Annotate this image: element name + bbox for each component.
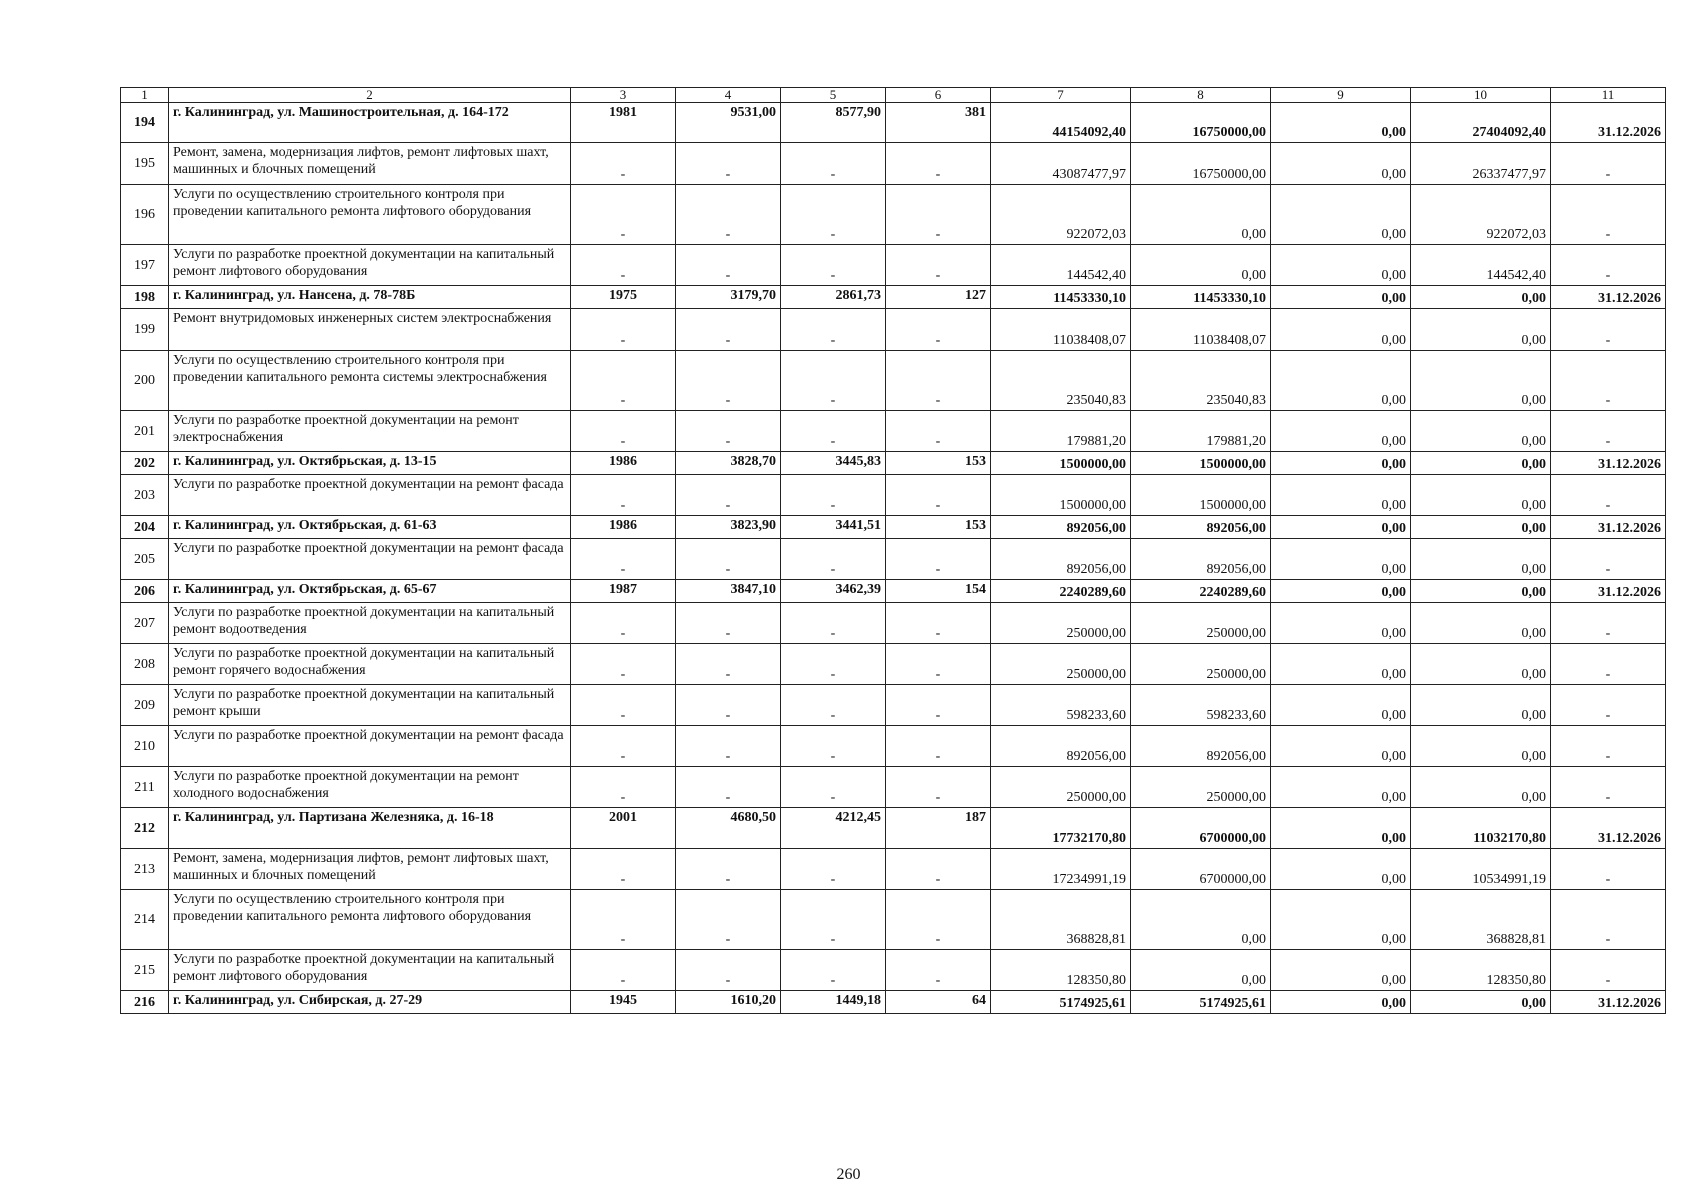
total-cost-value: 368828,81 (991, 890, 1131, 950)
fund-cost-value: 16750000,00 (1131, 143, 1271, 185)
owner-cost-value: 0,00 (1411, 351, 1551, 411)
year-value: 1981 (571, 103, 676, 143)
residents-count: 154 (886, 580, 991, 603)
completion-date: - (1551, 644, 1666, 685)
row-name: г. Калининград, ул. Сибирская, д. 27-29 (169, 991, 571, 1014)
residents-count: 153 (886, 452, 991, 475)
owner-cost-value: 0,00 (1411, 309, 1551, 351)
fund-cost-value: 0,00 (1131, 185, 1271, 245)
area-total-value: - (676, 411, 781, 452)
budget-cost-value: 0,00 (1271, 580, 1411, 603)
area-living-value: - (781, 767, 886, 808)
row-number: 215 (121, 950, 169, 991)
completion-date: - (1551, 603, 1666, 644)
owner-cost-value: 0,00 (1411, 726, 1551, 767)
residents-count: - (886, 950, 991, 991)
area-living-value: - (781, 245, 886, 286)
row-number: 203 (121, 475, 169, 516)
work-row (121, 475, 1666, 516)
residents-count: - (886, 411, 991, 452)
row-name: Услуги по разработке проектной документации на ремонт холодного водоснабжения (169, 767, 571, 808)
column-number-header: 11 (1551, 88, 1666, 103)
row-number: 213 (121, 849, 169, 890)
total-cost-value: 2240289,60 (991, 580, 1131, 603)
row-name: Услуги по разработке проектной документации на ремонт электроснабжения (169, 411, 571, 452)
fund-cost-value: 5174925,61 (1131, 991, 1271, 1014)
work-row (121, 603, 1666, 644)
address-row (121, 580, 1666, 603)
row-number: 204 (121, 516, 169, 539)
budget-cost-value: 0,00 (1271, 452, 1411, 475)
row-name: Услуги по разработке проектной документации на ремонт фасада (169, 539, 571, 580)
work-row (121, 849, 1666, 890)
owner-cost-value: 0,00 (1411, 475, 1551, 516)
owner-cost-value: 0,00 (1411, 603, 1551, 644)
fund-cost-value: 250000,00 (1131, 644, 1271, 685)
year-value: - (571, 411, 676, 452)
total-cost-value: 43087477,97 (991, 143, 1131, 185)
work-row (121, 351, 1666, 411)
owner-cost-value: 0,00 (1411, 644, 1551, 685)
total-cost-value: 892056,00 (991, 726, 1131, 767)
work-row (121, 185, 1666, 245)
row-number: 196 (121, 185, 169, 245)
completion-date: - (1551, 890, 1666, 950)
area-total-value: - (676, 767, 781, 808)
total-cost-value: 1500000,00 (991, 475, 1131, 516)
fund-cost-value: 2240289,60 (1131, 580, 1271, 603)
total-cost-value: 235040,83 (991, 351, 1131, 411)
row-number: 198 (121, 286, 169, 309)
row-number: 205 (121, 539, 169, 580)
fund-cost-value: 11038408,07 (1131, 309, 1271, 351)
owner-cost-value: 144542,40 (1411, 245, 1551, 286)
completion-date: 31.12.2026 (1551, 452, 1666, 475)
fund-cost-value: 11453330,10 (1131, 286, 1271, 309)
year-value: 1986 (571, 452, 676, 475)
row-number: 197 (121, 245, 169, 286)
area-living-value: - (781, 726, 886, 767)
area-living-value: - (781, 143, 886, 185)
address-row (121, 286, 1666, 309)
column-number-header: 8 (1131, 88, 1271, 103)
fund-cost-value: 892056,00 (1131, 539, 1271, 580)
budget-cost-value: 0,00 (1271, 351, 1411, 411)
area-total-value: - (676, 890, 781, 950)
area-living-value: - (781, 309, 886, 351)
owner-cost-value: 26337477,97 (1411, 143, 1551, 185)
address-row (121, 808, 1666, 849)
completion-date: 31.12.2026 (1551, 516, 1666, 539)
fund-cost-value: 598233,60 (1131, 685, 1271, 726)
work-row (121, 309, 1666, 351)
row-name: Ремонт, замена, модернизация лифтов, ремонт лифтовых шахт, машинных и блочных помещений (169, 849, 571, 890)
page-number: 260 (836, 1166, 861, 1183)
residents-count: - (886, 849, 991, 890)
budget-cost-value: 0,00 (1271, 516, 1411, 539)
row-number: 207 (121, 603, 169, 644)
completion-date: - (1551, 726, 1666, 767)
column-number-header: 10 (1411, 88, 1551, 103)
residents-count: - (886, 185, 991, 245)
area-living-value: 1449,18 (781, 991, 886, 1014)
year-value: - (571, 726, 676, 767)
fund-cost-value: 892056,00 (1131, 516, 1271, 539)
completion-date: 31.12.2026 (1551, 991, 1666, 1014)
residents-count: 381 (886, 103, 991, 143)
fund-cost-value: 250000,00 (1131, 767, 1271, 808)
residents-count: 153 (886, 516, 991, 539)
row-number: 210 (121, 726, 169, 767)
year-value: - (571, 685, 676, 726)
completion-date: 31.12.2026 (1551, 808, 1666, 849)
year-value: - (571, 950, 676, 991)
residents-count: - (886, 143, 991, 185)
year-value: - (571, 143, 676, 185)
work-row (121, 539, 1666, 580)
row-number: 200 (121, 351, 169, 411)
area-total-value: - (676, 185, 781, 245)
owner-cost-value: 11032170,80 (1411, 808, 1551, 849)
budget-cost-value: 0,00 (1271, 603, 1411, 644)
budget-cost-value: 0,00 (1271, 767, 1411, 808)
area-total-value: 3847,10 (676, 580, 781, 603)
residents-count: - (886, 309, 991, 351)
area-total-value: - (676, 309, 781, 351)
owner-cost-value: 0,00 (1411, 580, 1551, 603)
column-number-header-row (121, 88, 1666, 103)
year-value: 1975 (571, 286, 676, 309)
year-value: - (571, 767, 676, 808)
area-living-value: - (781, 603, 886, 644)
year-value: - (571, 644, 676, 685)
total-cost-value: 144542,40 (991, 245, 1131, 286)
area-living-value: 2861,73 (781, 286, 886, 309)
budget-cost-value: 0,00 (1271, 685, 1411, 726)
area-total-value: - (676, 603, 781, 644)
row-number: 194 (121, 103, 169, 143)
document-sheet (120, 87, 1665, 1014)
total-cost-value: 11453330,10 (991, 286, 1131, 309)
work-row (121, 726, 1666, 767)
area-living-value: 8577,90 (781, 103, 886, 143)
residents-count: - (886, 351, 991, 411)
completion-date: - (1551, 849, 1666, 890)
row-name: г. Калининград, ул. Партизана Железняка, д. 16-18 (169, 808, 571, 849)
column-number-header: 6 (886, 88, 991, 103)
column-number-header: 4 (676, 88, 781, 103)
total-cost-value: 1500000,00 (991, 452, 1131, 475)
completion-date: 31.12.2026 (1551, 286, 1666, 309)
completion-date: - (1551, 475, 1666, 516)
row-name: Услуги по разработке проектной документации на капитальный ремонт крыши (169, 685, 571, 726)
address-row (121, 991, 1666, 1014)
work-row (121, 644, 1666, 685)
year-value: - (571, 539, 676, 580)
residents-count: - (886, 685, 991, 726)
row-number: 214 (121, 890, 169, 950)
row-name: Услуги по разработке проектной документации на капитальный ремонт горячего водоснабжения (169, 644, 571, 685)
year-value: 2001 (571, 808, 676, 849)
area-total-value: 9531,00 (676, 103, 781, 143)
residents-count: - (886, 245, 991, 286)
row-number: 199 (121, 309, 169, 351)
address-row (121, 516, 1666, 539)
fund-cost-value: 235040,83 (1131, 351, 1271, 411)
row-number: 195 (121, 143, 169, 185)
fund-cost-value: 6700000,00 (1131, 849, 1271, 890)
area-total-value: - (676, 143, 781, 185)
year-value: - (571, 351, 676, 411)
owner-cost-value: 0,00 (1411, 411, 1551, 452)
owner-cost-value: 0,00 (1411, 539, 1551, 580)
row-number: 202 (121, 452, 169, 475)
residents-count: 127 (886, 286, 991, 309)
completion-date: 31.12.2026 (1551, 103, 1666, 143)
column-number-header: 9 (1271, 88, 1411, 103)
total-cost-value: 250000,00 (991, 603, 1131, 644)
completion-date: - (1551, 767, 1666, 808)
residents-count: 187 (886, 808, 991, 849)
total-cost-value: 17732170,80 (991, 808, 1131, 849)
area-living-value: - (781, 849, 886, 890)
area-total-value: 3179,70 (676, 286, 781, 309)
row-number: 209 (121, 685, 169, 726)
fund-cost-value: 0,00 (1131, 245, 1271, 286)
row-number: 216 (121, 991, 169, 1014)
fund-cost-value: 6700000,00 (1131, 808, 1271, 849)
area-living-value: 3462,39 (781, 580, 886, 603)
fund-cost-value: 0,00 (1131, 890, 1271, 950)
total-cost-value: 179881,20 (991, 411, 1131, 452)
budget-cost-value: 0,00 (1271, 185, 1411, 245)
year-value: - (571, 849, 676, 890)
completion-date: - (1551, 351, 1666, 411)
owner-cost-value: 128350,80 (1411, 950, 1551, 991)
row-name: г. Калининград, ул. Машиностроительная, д. 164-172 (169, 103, 571, 143)
area-total-value: - (676, 245, 781, 286)
row-name: Услуги по осуществлению строительного контроля при проведении капитального ремонта лифтового оборудования (169, 185, 571, 245)
area-total-value: - (676, 726, 781, 767)
year-value: - (571, 309, 676, 351)
owner-cost-value: 0,00 (1411, 452, 1551, 475)
owner-cost-value: 922072,03 (1411, 185, 1551, 245)
row-name: Ремонт внутридомовых инженерных систем электроснабжения (169, 309, 571, 351)
row-name: Услуги по разработке проектной документации на ремонт фасада (169, 726, 571, 767)
work-row (121, 143, 1666, 185)
area-total-value: - (676, 685, 781, 726)
work-row (121, 767, 1666, 808)
column-number-header: 5 (781, 88, 886, 103)
owner-cost-value: 0,00 (1411, 685, 1551, 726)
owner-cost-value: 368828,81 (1411, 890, 1551, 950)
row-name: Ремонт, замена, модернизация лифтов, ремонт лифтовых шахт, машинных и блочных помещений (169, 143, 571, 185)
area-living-value: - (781, 685, 886, 726)
work-row (121, 950, 1666, 991)
year-value: 1986 (571, 516, 676, 539)
budget-cost-value: 0,00 (1271, 849, 1411, 890)
residents-count: - (886, 539, 991, 580)
fund-cost-value: 179881,20 (1131, 411, 1271, 452)
row-name: Услуги по осуществлению строительного контроля при проведении капитального ремонта лифтового оборудования (169, 890, 571, 950)
area-total-value: 3828,70 (676, 452, 781, 475)
row-name: г. Калининград, ул. Октябрьская, д. 13-15 (169, 452, 571, 475)
area-living-value: 3445,83 (781, 452, 886, 475)
owner-cost-value: 0,00 (1411, 516, 1551, 539)
year-value: 1945 (571, 991, 676, 1014)
area-total-value: 3823,90 (676, 516, 781, 539)
owner-cost-value: 0,00 (1411, 767, 1551, 808)
budget-cost-value: 0,00 (1271, 644, 1411, 685)
total-cost-value: 44154092,40 (991, 103, 1131, 143)
residents-count: - (886, 767, 991, 808)
budget-cost-value: 0,00 (1271, 991, 1411, 1014)
work-row (121, 685, 1666, 726)
area-total-value: - (676, 351, 781, 411)
completion-date: - (1551, 539, 1666, 580)
column-number-header: 1 (121, 88, 169, 103)
fund-cost-value: 892056,00 (1131, 726, 1271, 767)
budget-cost-value: 0,00 (1271, 143, 1411, 185)
budget-cost-value: 0,00 (1271, 808, 1411, 849)
area-total-value: 1610,20 (676, 991, 781, 1014)
area-total-value: - (676, 950, 781, 991)
row-name: Услуги по разработке проектной документации на капитальный ремонт лифтового оборудования (169, 950, 571, 991)
fund-cost-value: 16750000,00 (1131, 103, 1271, 143)
total-cost-value: 892056,00 (991, 516, 1131, 539)
residents-count: - (886, 726, 991, 767)
year-value: - (571, 890, 676, 950)
row-number: 211 (121, 767, 169, 808)
total-cost-value: 5174925,61 (991, 991, 1131, 1014)
work-row (121, 890, 1666, 950)
owner-cost-value: 10534991,19 (1411, 849, 1551, 890)
row-number: 212 (121, 808, 169, 849)
area-living-value: 4212,45 (781, 808, 886, 849)
area-living-value: - (781, 411, 886, 452)
total-cost-value: 598233,60 (991, 685, 1131, 726)
fund-cost-value: 1500000,00 (1131, 475, 1271, 516)
row-name: Услуги по осуществлению строительного контроля при проведении капитального ремонта системы электроснабжения (169, 351, 571, 411)
fund-cost-value: 0,00 (1131, 950, 1271, 991)
residents-count: - (886, 644, 991, 685)
row-name: г. Калининград, ул. Октябрьская, д. 65-67 (169, 580, 571, 603)
completion-date: - (1551, 143, 1666, 185)
completion-date: - (1551, 245, 1666, 286)
completion-date: - (1551, 309, 1666, 351)
row-name: Услуги по разработке проектной документации на капитальный ремонт водоотведения (169, 603, 571, 644)
row-name: Услуги по разработке проектной документации на ремонт фасада (169, 475, 571, 516)
column-number-header: 3 (571, 88, 676, 103)
area-living-value: - (781, 644, 886, 685)
year-value: 1987 (571, 580, 676, 603)
total-cost-value: 17234991,19 (991, 849, 1131, 890)
residents-count: - (886, 890, 991, 950)
completion-date: 31.12.2026 (1551, 580, 1666, 603)
budget-cost-value: 0,00 (1271, 286, 1411, 309)
row-name: г. Калининград, ул. Нансена, д. 78-78Б (169, 286, 571, 309)
work-row (121, 411, 1666, 452)
row-number: 208 (121, 644, 169, 685)
address-row (121, 103, 1666, 143)
area-living-value: - (781, 351, 886, 411)
area-living-value: 3441,51 (781, 516, 886, 539)
area-total-value: - (676, 539, 781, 580)
year-value: - (571, 603, 676, 644)
area-living-value: - (781, 890, 886, 950)
year-value: - (571, 185, 676, 245)
row-number: 201 (121, 411, 169, 452)
owner-cost-value: 0,00 (1411, 286, 1551, 309)
area-living-value: - (781, 950, 886, 991)
fund-cost-value: 250000,00 (1131, 603, 1271, 644)
budget-cost-value: 0,00 (1271, 309, 1411, 351)
year-value: - (571, 475, 676, 516)
address-row (121, 452, 1666, 475)
budget-cost-value: 0,00 (1271, 539, 1411, 580)
budget-cost-value: 0,00 (1271, 726, 1411, 767)
completion-date: - (1551, 950, 1666, 991)
budget-cost-value: 0,00 (1271, 890, 1411, 950)
total-cost-value: 128350,80 (991, 950, 1131, 991)
fund-cost-value: 1500000,00 (1131, 452, 1271, 475)
area-living-value: - (781, 475, 886, 516)
budget-cost-value: 0,00 (1271, 475, 1411, 516)
budget-cost-value: 0,00 (1271, 411, 1411, 452)
completion-date: - (1551, 411, 1666, 452)
budget-cost-value: 0,00 (1271, 103, 1411, 143)
work-row (121, 245, 1666, 286)
year-value: - (571, 245, 676, 286)
total-cost-value: 892056,00 (991, 539, 1131, 580)
row-name: Услуги по разработке проектной документации на капитальный ремонт лифтового оборудования (169, 245, 571, 286)
area-total-value: - (676, 644, 781, 685)
completion-date: - (1551, 685, 1666, 726)
total-cost-value: 250000,00 (991, 767, 1131, 808)
total-cost-value: 250000,00 (991, 644, 1131, 685)
residents-count: 64 (886, 991, 991, 1014)
column-number-header: 2 (169, 88, 571, 103)
total-cost-value: 11038408,07 (991, 309, 1131, 351)
owner-cost-value: 0,00 (1411, 991, 1551, 1014)
column-number-header: 7 (991, 88, 1131, 103)
row-name: г. Калининград, ул. Октябрьская, д. 61-63 (169, 516, 571, 539)
residents-count: - (886, 475, 991, 516)
completion-date: - (1551, 185, 1666, 245)
total-cost-value: 922072,03 (991, 185, 1131, 245)
row-number: 206 (121, 580, 169, 603)
budget-cost-value: 0,00 (1271, 950, 1411, 991)
area-total-value: - (676, 849, 781, 890)
area-total-value: - (676, 475, 781, 516)
owner-cost-value: 27404092,40 (1411, 103, 1551, 143)
area-living-value: - (781, 539, 886, 580)
repair-program-table (120, 87, 1666, 1014)
budget-cost-value: 0,00 (1271, 245, 1411, 286)
residents-count: - (886, 603, 991, 644)
area-total-value: 4680,50 (676, 808, 781, 849)
area-living-value: - (781, 185, 886, 245)
